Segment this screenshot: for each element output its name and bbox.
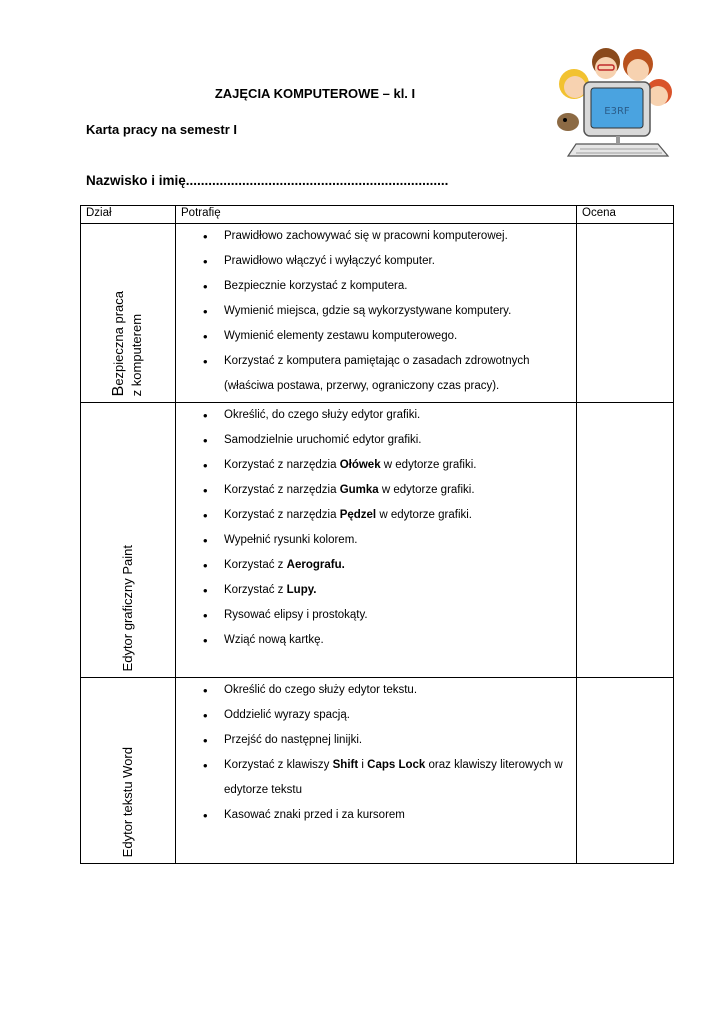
grade-cell[interactable] xyxy=(577,224,674,403)
header-grade: Ocena xyxy=(577,206,674,224)
section-label-safety: Bezpieczna praca z komputerem xyxy=(81,224,176,403)
children-at-computer-illustration xyxy=(546,44,682,162)
list-item: • Określić, do czego służy edytor grafiki. xyxy=(176,403,576,428)
skills-table xyxy=(80,205,674,864)
skills-list-cell xyxy=(176,678,577,864)
list-item: • Kasować znaki przed i za kursorem xyxy=(176,803,576,828)
list-item: • Wymienić elementy zestawu komputerowego. xyxy=(176,324,576,349)
list-item: • Prawidłowo zachowywać się w pracowni komputerowej. xyxy=(176,224,576,249)
list-item: • Korzystać z Lupy. xyxy=(176,578,576,603)
section-label-paint: Edytor graficzny Paint xyxy=(81,403,176,678)
list-item: • Wymienić miejsca, gdzie są wykorzystywane komputery. xyxy=(176,299,576,324)
section-label-word: Edytor tekstu Word xyxy=(81,678,176,864)
list-item: • Wziąć nową kartkę. xyxy=(176,628,576,653)
skills-list xyxy=(176,403,576,653)
header-skills: Potrafię xyxy=(176,206,577,224)
list-item: • Korzystać z narzędzia Ołówek w edytorze grafiki. xyxy=(176,453,576,478)
section-row-paint xyxy=(81,403,674,678)
list-item: • Korzystać z komputera pamiętając o zasadach zdrowotnych xyxy=(176,349,576,374)
grade-cell[interactable] xyxy=(577,403,674,678)
list-item: • Bezpiecznie korzystać z komputera. xyxy=(176,274,576,299)
grade-cell[interactable] xyxy=(577,678,674,864)
list-item: • Rysować elipsy i prostokąty. xyxy=(176,603,576,628)
table-header-row xyxy=(81,206,674,224)
list-item-continuation: edytorze tekstu xyxy=(224,784,302,796)
worksheet-title: ZAJĘCIA KOMPUTEROWE – kl. I xyxy=(214,86,416,101)
list-item: • Prawidłowo włączyć i wyłączyć komputer. xyxy=(176,249,576,274)
skills-list-cell xyxy=(176,403,577,678)
list-item: • Korzystać z narzędzia Gumka w edytorze grafiki. xyxy=(176,478,576,503)
skills-list-cell xyxy=(176,224,577,403)
list-item: • Korzystać z Aerografu. xyxy=(176,553,576,578)
student-name-field: Nazwisko i imię...................................................................... xyxy=(86,173,449,188)
skills-list xyxy=(176,678,576,828)
list-item: • Oddzielić wyrazy spacją. xyxy=(176,703,576,728)
header-section: Dział xyxy=(81,206,176,224)
section-row-safety xyxy=(81,224,674,403)
list-item: • Określić do czego służy edytor tekstu. xyxy=(176,678,576,703)
svg-text:E3RF: E3RF xyxy=(604,106,630,117)
skills-list xyxy=(176,224,576,399)
list-item: • Przejść do następnej linijki. xyxy=(176,728,576,753)
list-item: • Korzystać z narzędzia Pędzel w edytorze grafiki. xyxy=(176,503,576,528)
list-item-continuation: (właściwa postawa, przerwy, ograniczony czas pracy). xyxy=(224,380,500,392)
list-item: • Samodzielnie uruchomić edytor grafiki. xyxy=(176,428,576,453)
list-item: • Wypełnić rysunki kolorem. xyxy=(176,528,576,553)
worksheet-subtitle: Karta pracy na semestr I xyxy=(86,122,238,137)
list-item: • Korzystać z klawiszy Shift i Caps Lock oraz klawiszy literowych w xyxy=(176,753,576,778)
section-row-word xyxy=(81,678,674,864)
